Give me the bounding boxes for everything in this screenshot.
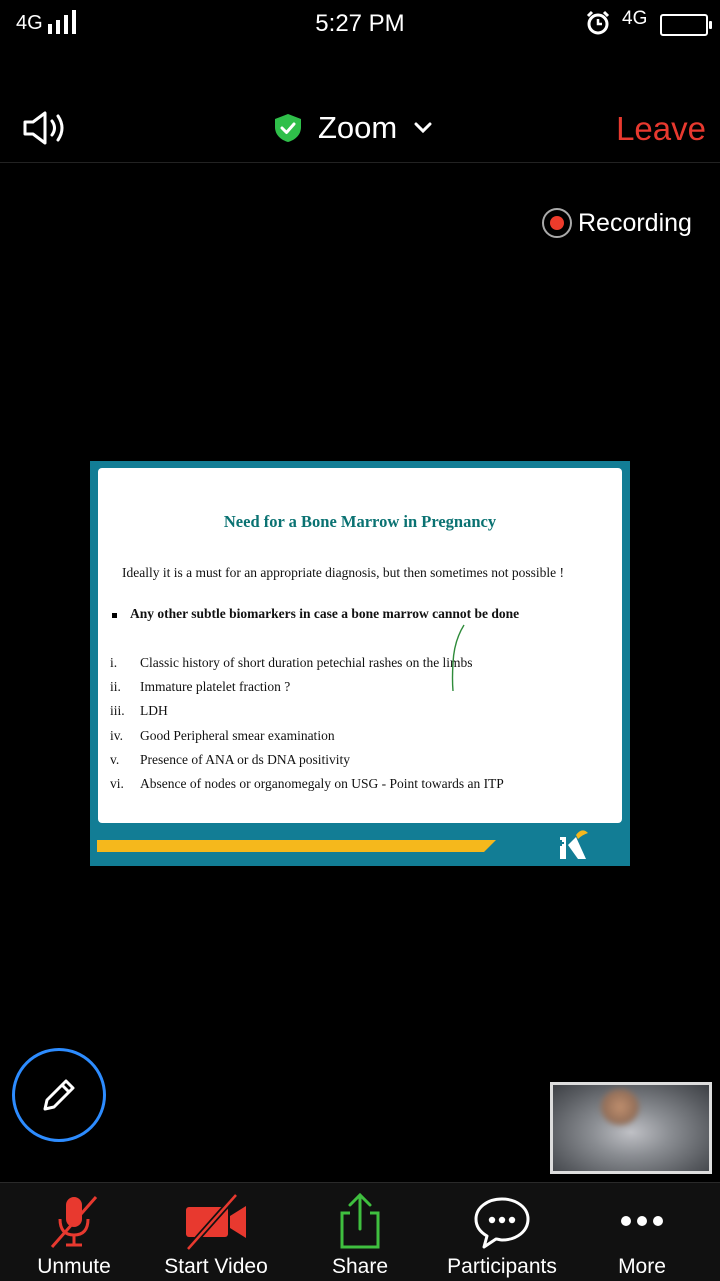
slide-bullet-text: Any other subtle biomarkers in case a bone marrow cannot be done: [130, 606, 520, 621]
pencil-icon: [37, 1073, 81, 1117]
slide-footer-stripe: [90, 823, 630, 866]
slide-intro-text: Ideally it is a must for an appropriate diagnosis, but then sometimes not possible !: [122, 565, 565, 580]
slide-logo-icon: [556, 829, 590, 861]
shared-screen-slide: [90, 461, 630, 866]
meeting-title: Zoom: [318, 110, 398, 145]
meeting-title-dropdown[interactable]: [274, 110, 433, 146]
slide-list-item: v. Presence of ANA or ds DNA positivity: [110, 752, 350, 767]
slide-list-item: vi. Absence of nodes or organomegaly on USG - Point towards an ITP: [110, 776, 504, 791]
slide-list-item: i. Classic history of short duration petechial rashes on the limbs: [110, 655, 473, 670]
slide-content: [98, 468, 622, 823]
network-type-right: 4G: [622, 8, 648, 29]
slide-bullet-marker: [112, 613, 117, 618]
microphone-muted-icon: [44, 1191, 104, 1251]
battery-icon: [660, 14, 708, 36]
start-video-button[interactable]: [144, 1183, 288, 1281]
alarm-icon: [585, 10, 611, 36]
unmute-button[interactable]: [2, 1183, 146, 1281]
more-button[interactable]: [570, 1183, 714, 1281]
shield-check-icon: [274, 113, 302, 143]
speaker-icon[interactable]: [22, 110, 70, 146]
status-bar: [0, 0, 720, 50]
unmute-label: Unmute: [37, 1255, 111, 1278]
chat-bubble-icon: [472, 1191, 532, 1251]
slide-list-item: ii. Immature platelet fraction ?: [110, 679, 291, 694]
chevron-down-icon: [413, 121, 433, 135]
record-icon: [542, 208, 572, 238]
recording-label: Recording: [578, 208, 692, 237]
slide-list-item: iii. LDH: [110, 703, 168, 718]
participants-label: Participants: [447, 1255, 557, 1278]
slide-list-item: iv. Good Peripheral smear examination: [110, 728, 335, 743]
share-button[interactable]: [288, 1183, 432, 1281]
leave-button[interactable]: Leave: [616, 110, 706, 147]
share-label: Share: [331, 1255, 389, 1278]
recording-indicator[interactable]: [542, 208, 692, 238]
meeting-toolbar: [0, 1182, 720, 1281]
meeting-top-bar: [0, 92, 720, 163]
more-dots-icon: [612, 1191, 672, 1251]
annotation-ink-stroke: [448, 623, 468, 693]
annotate-button[interactable]: [12, 1048, 106, 1142]
participants-button[interactable]: [430, 1183, 574, 1281]
video-off-icon: [182, 1191, 250, 1251]
share-upload-icon: [330, 1191, 390, 1251]
start-video-label: Start Video: [164, 1255, 268, 1278]
more-label: More: [618, 1255, 666, 1278]
slide-title: Need for a Bone Marrow in Pregnancy: [223, 512, 497, 531]
clock: 5:27 PM: [315, 10, 405, 37]
network-type-left: 4G: [16, 12, 43, 34]
self-video-thumbnail[interactable]: [550, 1082, 712, 1174]
